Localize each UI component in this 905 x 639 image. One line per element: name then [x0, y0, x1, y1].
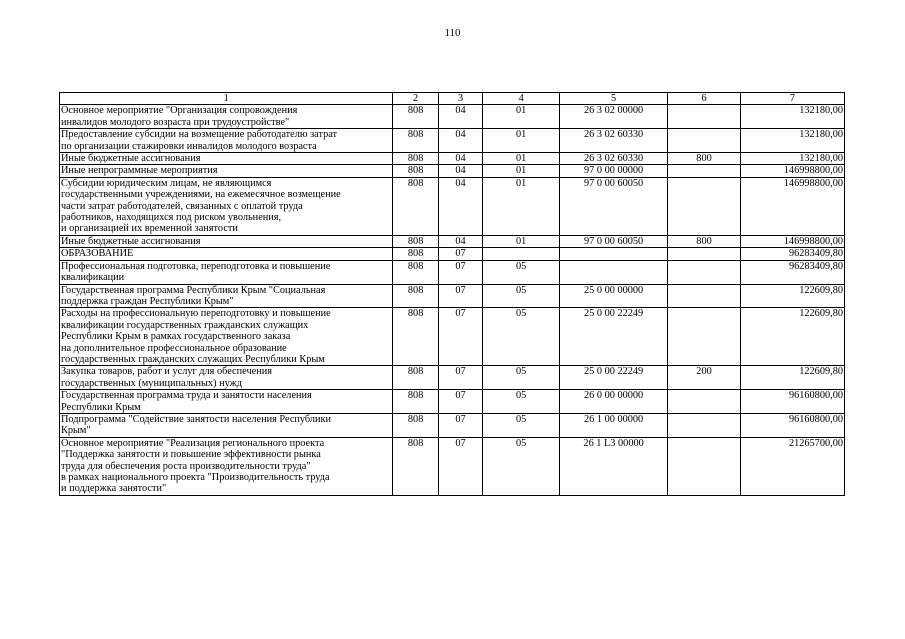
- row-section: 07: [438, 248, 482, 260]
- row-admin-code: 808: [393, 366, 438, 390]
- row-name: Расходы на профессиональную переподготовку и повышение квалификации государственных гражданских служащих Республики Крым в рамках государственного заказа на дополнительное профессиональное образование государственных гражданских служащих Республики Крым: [60, 308, 393, 366]
- row-amount: 122609,80: [740, 284, 844, 308]
- row-target-article: [560, 248, 668, 260]
- row-amount: 96160800,00: [740, 390, 844, 414]
- row-subsection: 01: [483, 153, 560, 165]
- row-expense-type: [668, 248, 741, 260]
- row-amount: 96283409,80: [740, 248, 844, 260]
- column-header: 4: [483, 93, 560, 105]
- row-admin-code: 808: [393, 248, 438, 260]
- row-subsection: 05: [483, 284, 560, 308]
- row-target-article: 26 3 02 60330: [560, 153, 668, 165]
- table-row: [60, 177, 845, 235]
- row-expense-type: 200: [668, 366, 741, 390]
- row-admin-code: 808: [393, 413, 438, 437]
- row-admin-code: 808: [393, 105, 438, 129]
- row-amount: 132180,00: [740, 105, 844, 129]
- row-subsection: 01: [483, 165, 560, 177]
- row-subsection: [483, 248, 560, 260]
- row-amount: 96283409,80: [740, 260, 844, 284]
- row-expense-type: 800: [668, 153, 741, 165]
- header-row: [60, 93, 845, 105]
- row-target-article: 26 3 02 60330: [560, 129, 668, 153]
- table-row: [60, 153, 845, 165]
- row-expense-type: [668, 284, 741, 308]
- row-admin-code: 808: [393, 437, 438, 495]
- row-section: 07: [438, 413, 482, 437]
- row-subsection: 05: [483, 366, 560, 390]
- row-target-article: [560, 260, 668, 284]
- column-header: 5: [560, 93, 668, 105]
- row-name: Иные бюджетные ассигнования: [60, 153, 393, 165]
- row-target-article: 25 0 00 22249: [560, 308, 668, 366]
- row-section: 04: [438, 105, 482, 129]
- row-section: 04: [438, 235, 482, 247]
- row-target-article: 97 0 00 00000: [560, 165, 668, 177]
- table-row: [60, 308, 845, 366]
- table-row: [60, 390, 845, 414]
- row-admin-code: 808: [393, 390, 438, 414]
- row-admin-code: 808: [393, 284, 438, 308]
- row-section: 07: [438, 260, 482, 284]
- row-expense-type: [668, 308, 741, 366]
- row-expense-type: [668, 260, 741, 284]
- row-amount: 122609,80: [740, 308, 844, 366]
- row-name: Основное мероприятие "Реализация регионального проекта "Поддержка занятости и повышение эффективности рынка труда для обеспечения роста производительности труда" в рамках национального проекта "Производительность труда и поддержка занятости": [60, 437, 393, 495]
- row-name: ОБРАЗОВАНИЕ: [60, 248, 393, 260]
- page-number: 110: [444, 27, 461, 39]
- table-row: [60, 129, 845, 153]
- column-header: 3: [438, 93, 482, 105]
- column-header: 7: [740, 93, 844, 105]
- table-row: [60, 437, 845, 495]
- row-admin-code: 808: [393, 235, 438, 247]
- budget-table: [59, 92, 845, 496]
- row-target-article: 97 0 00 60050: [560, 177, 668, 235]
- table-row: [60, 235, 845, 247]
- row-name: Подпрограмма "Содействие занятости населения Республики Крым": [60, 413, 393, 437]
- row-section: 07: [438, 284, 482, 308]
- row-expense-type: [668, 390, 741, 414]
- row-name: Иные бюджетные ассигнования: [60, 235, 393, 247]
- row-section: 04: [438, 165, 482, 177]
- row-subsection: 01: [483, 129, 560, 153]
- row-name: Государственная программа Республики Крым "Социальная поддержка граждан Республики Крым": [60, 284, 393, 308]
- row-subsection: 01: [483, 177, 560, 235]
- table-row: [60, 248, 845, 260]
- row-name: Закупка товаров, работ и услуг для обеспечения государственных (муниципальных) нужд: [60, 366, 393, 390]
- row-amount: 132180,00: [740, 153, 844, 165]
- table-row: [60, 366, 845, 390]
- row-name: Предоставление субсидии на возмещение работодателю затрат по организации стажировки инвалидов молодого возраста: [60, 129, 393, 153]
- row-section: 04: [438, 153, 482, 165]
- row-subsection: 05: [483, 260, 560, 284]
- row-amount: 146998800,00: [740, 177, 844, 235]
- row-subsection: 01: [483, 105, 560, 129]
- row-expense-type: [668, 413, 741, 437]
- row-name: Основное мероприятие "Организация сопровождения инвалидов молодого возраста при трудоустройстве": [60, 105, 393, 129]
- row-admin-code: 808: [393, 129, 438, 153]
- row-subsection: 05: [483, 413, 560, 437]
- row-section: 07: [438, 437, 482, 495]
- table-row: [60, 413, 845, 437]
- row-admin-code: 808: [393, 177, 438, 235]
- row-name: Субсидии юридическим лицам, не являющимся государственными учреждениями, на ежемесячное возмещение части затрат работодателей, связанных с оплатой труда работников, находящихся под риском увольнения, и организацией их временной занятости: [60, 177, 393, 235]
- column-header: 2: [393, 93, 438, 105]
- column-header: 1: [60, 93, 393, 105]
- row-target-article: 26 3 02 00000: [560, 105, 668, 129]
- row-section: 07: [438, 390, 482, 414]
- row-expense-type: [668, 105, 741, 129]
- row-expense-type: [668, 177, 741, 235]
- row-name: Государственная программа труда и занятости населения Республики Крым: [60, 390, 393, 414]
- row-section: 04: [438, 129, 482, 153]
- row-section: 07: [438, 308, 482, 366]
- row-subsection: 05: [483, 437, 560, 495]
- row-amount: 132180,00: [740, 129, 844, 153]
- row-amount: 96160800,00: [740, 413, 844, 437]
- row-admin-code: 808: [393, 308, 438, 366]
- row-section: 04: [438, 177, 482, 235]
- row-target-article: 25 0 00 00000: [560, 284, 668, 308]
- row-name: Профессиональная подготовка, переподготовка и повышение квалификации: [60, 260, 393, 284]
- row-section: 07: [438, 366, 482, 390]
- row-amount: 122609,80: [740, 366, 844, 390]
- row-target-article: 26 0 00 00000: [560, 390, 668, 414]
- table-row: [60, 284, 845, 308]
- row-expense-type: 800: [668, 235, 741, 247]
- table-row: [60, 260, 845, 284]
- row-expense-type: [668, 165, 741, 177]
- row-target-article: 97 0 00 60050: [560, 235, 668, 247]
- row-subsection: 05: [483, 390, 560, 414]
- row-admin-code: 808: [393, 260, 438, 284]
- row-subsection: 05: [483, 308, 560, 366]
- row-amount: 146998800,00: [740, 165, 844, 177]
- row-amount: 146998800,00: [740, 235, 844, 247]
- table-row: [60, 105, 845, 129]
- row-target-article: 26 1 L3 00000: [560, 437, 668, 495]
- row-amount: 21265700,00: [740, 437, 844, 495]
- column-header: 6: [668, 93, 741, 105]
- row-target-article: 25 0 00 22249: [560, 366, 668, 390]
- row-admin-code: 808: [393, 165, 438, 177]
- table-row: [60, 165, 845, 177]
- row-expense-type: [668, 129, 741, 153]
- row-admin-code: 808: [393, 153, 438, 165]
- row-target-article: 26 1 00 00000: [560, 413, 668, 437]
- row-subsection: 01: [483, 235, 560, 247]
- row-expense-type: [668, 437, 741, 495]
- row-name: Иные непрограммные мероприятия: [60, 165, 393, 177]
